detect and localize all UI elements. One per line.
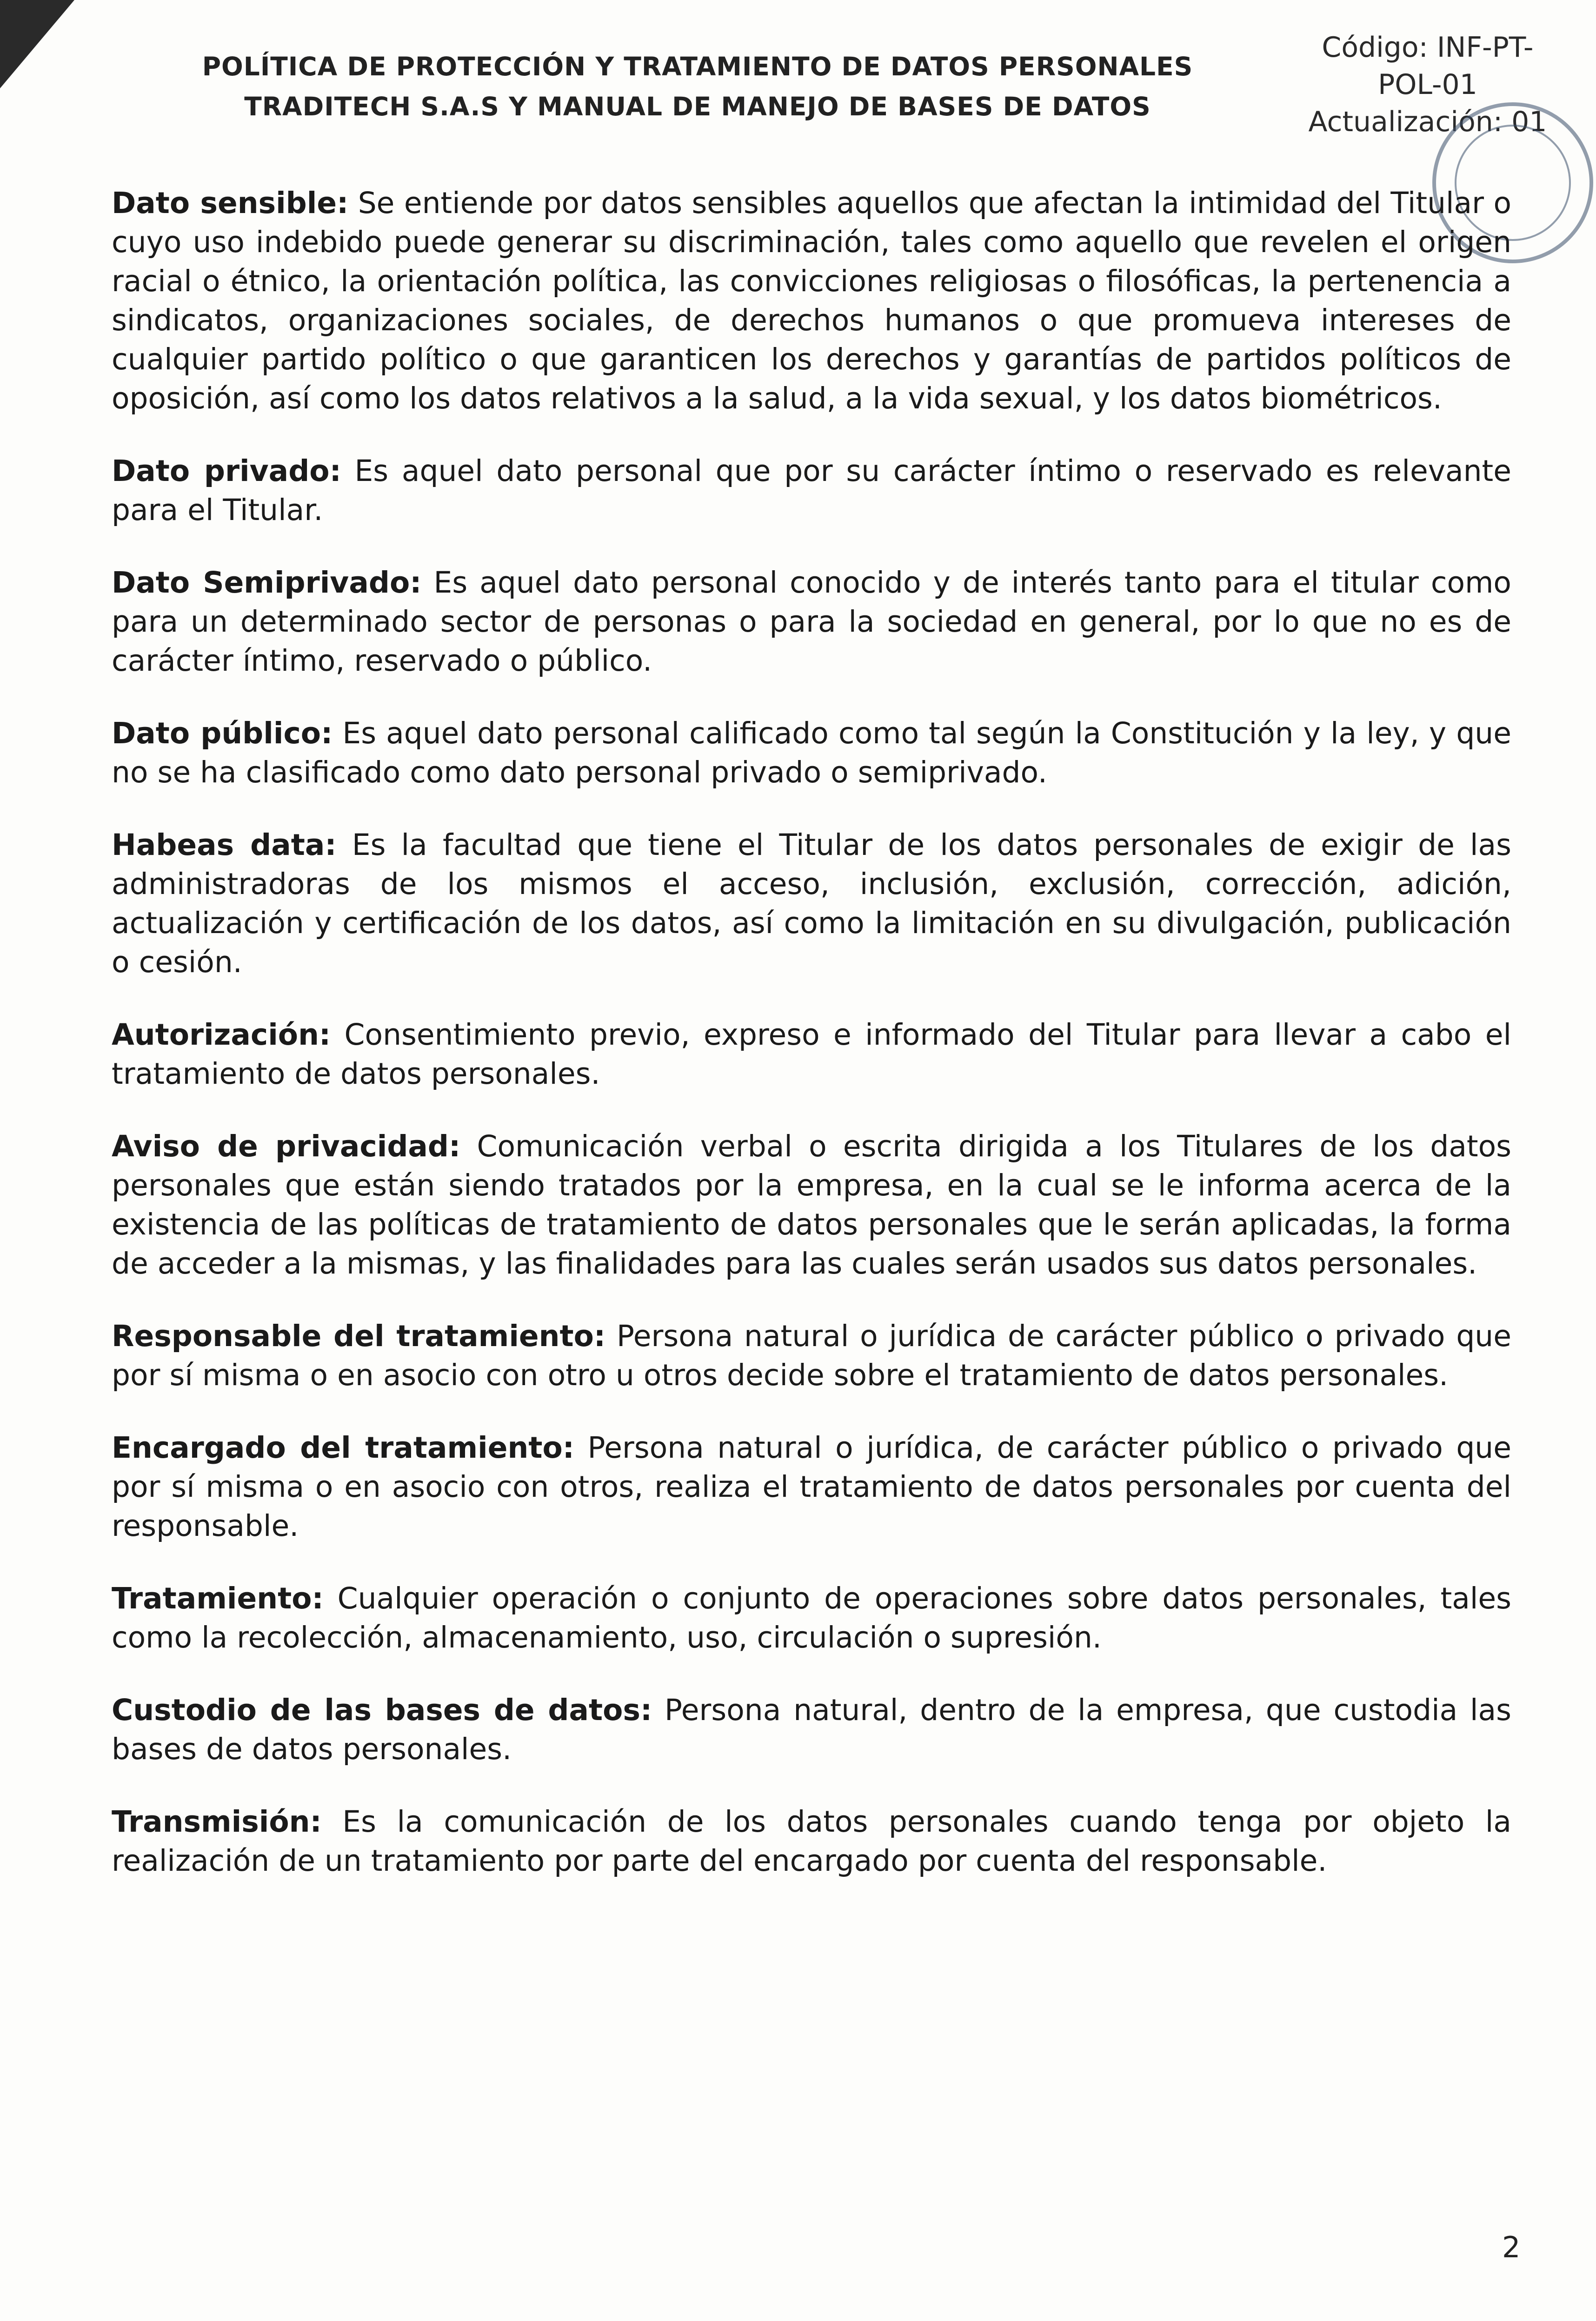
- definition-text: Consentimiento previo, expreso e informado del Titular para llevar a cabo el tratamiento de datos personales.: [112, 1018, 1511, 1091]
- definition-entry: [112, 1579, 1511, 1657]
- document-header: [0, 0, 1596, 140]
- title-line-1: POLÍTICA DE PROTECCIÓN Y TRATAMIENTO DE DATOS PERSONALES: [202, 52, 1193, 81]
- definition-entry: [112, 1691, 1511, 1769]
- definition-term: Dato privado:: [112, 454, 341, 488]
- definition-text: Persona natural, dentro de la empresa, que custodia las bases de datos personales.: [112, 1693, 1511, 1766]
- definition-term: Dato sensible:: [112, 186, 349, 220]
- definition-term: Tratamiento:: [112, 1581, 324, 1615]
- definition-term: Custodio de las bases de datos:: [112, 1693, 652, 1727]
- definition-entry: [112, 1317, 1511, 1395]
- definition-entry: [112, 826, 1511, 982]
- definition-entry: [112, 1802, 1511, 1881]
- definition-term: Responsable del tratamiento:: [112, 1319, 606, 1353]
- definition-entry: [112, 714, 1511, 792]
- definition-entry: [112, 1428, 1511, 1546]
- definition-text: Cualquier operación o conjunto de operaciones sobre datos personales, tales como la recolección, almacenamiento, uso, circulación o supresión.: [112, 1581, 1511, 1654]
- definition-term: Dato Semiprivado:: [112, 566, 422, 600]
- update-label: Actualización: 01: [1308, 106, 1547, 138]
- definition-term: Encargado del tratamiento:: [112, 1431, 574, 1465]
- definition-text: Se entiende por datos sensibles aquellos que afectan la intimidad del Titular o cuyo uso indebido puede generar su discriminación, tales como aquello que revelen el origen racial o étnico, la orientación política, las convicciones religiosas o filosóficas, la pertenencia a sindicatos, organizaciones sociales, de derechos humanos o que promueva intereses de cualquier partido político o que garanticen los derechos y garantías de partidos políticos de oposición, así como los datos relativos a la salud, a la vida sexual, y los datos biométricos.: [112, 186, 1511, 415]
- definition-term: Aviso de privacidad:: [112, 1129, 461, 1163]
- definition-term: Dato público:: [112, 716, 333, 750]
- definition-text: Persona natural o jurídica de carácter público o privado que por sí misma o en asocio con otro u otros decide sobre el tratamiento de datos personales.: [112, 1319, 1511, 1392]
- definition-entry: [112, 563, 1511, 680]
- definition-entry: [112, 1015, 1511, 1094]
- definitions-list: [112, 184, 1511, 1914]
- document-title: [195, 47, 1200, 127]
- definition-term: Habeas data:: [112, 828, 337, 862]
- title-line-2: TRADITECH S.A.S Y MANUAL DE MANEJO DE BASES DE DATOS: [244, 92, 1151, 121]
- definition-text: Persona natural o jurídica, de carácter público o privado que por sí misma o en asocio con otros, realiza el tratamiento de datos personales por cuenta del responsable.: [112, 1431, 1512, 1543]
- definition-text: Es la facultad que tiene el Titular de los datos personales de exigir de las administradoras de los mismos el acceso, inclusión, exclusión, corrección, adición, actualización y certificación de los datos, así como la limitación en su divulgación, publicación o cesión.: [112, 828, 1511, 979]
- definition-term: Transmisión:: [112, 1805, 322, 1839]
- code-value: POL-01: [1378, 68, 1477, 101]
- definition-entry: [112, 1127, 1511, 1283]
- definition-term: Autorización:: [112, 1018, 331, 1052]
- definition-entry: [112, 184, 1511, 418]
- code-label: Código: INF-PT-: [1322, 31, 1534, 64]
- definition-text: Es aquel dato personal que por su carácter íntimo o reservado es relevante para el Titular.: [112, 454, 1511, 527]
- definition-text: Comunicación verbal o escrita dirigida a los Titulares de los datos personales que están siendo tratados por la empresa, en la cual se le informa acerca de la existencia de las políticas de tratamiento de datos personales que le serán aplicadas, la forma de acceder a la mismas, y las finalidades para las cuales serán usados sus datos personales.: [112, 1129, 1511, 1281]
- page-number: 2: [1502, 2230, 1521, 2264]
- definition-text: Es aquel dato personal conocido y de interés tanto para el titular como para un determinado sector de personas o para la sociedad en general, por lo que no es de carácter íntimo, reservado o público.: [112, 566, 1511, 678]
- definition-text: Es la comunicación de los datos personales cuando tenga por objeto la realización de un tratamiento por parte del encargado por cuenta del responsable.: [112, 1805, 1511, 1878]
- definition-text: Es aquel dato personal calificado como tal según la Constitución y la ley, y que no se ha clasificado como dato personal privado o semiprivado.: [112, 716, 1511, 789]
- definition-entry: [112, 452, 1511, 530]
